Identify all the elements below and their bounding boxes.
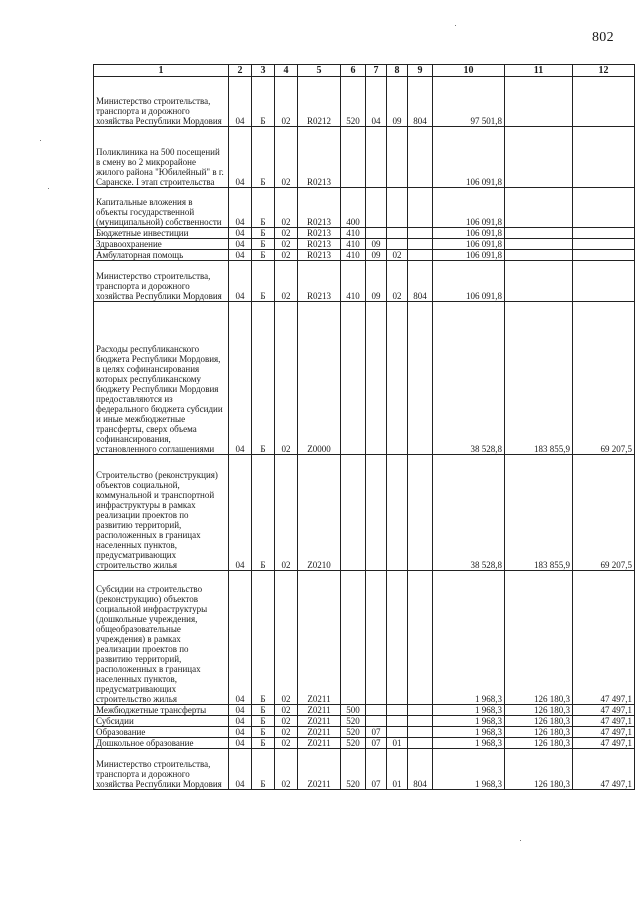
table-row [94,77,635,127]
table-cell [387,455,408,571]
table-cell: 04 [229,228,252,239]
table-cell: 02 [275,705,298,716]
table-cell: 520 [341,77,366,127]
table-cell: 04 [229,302,252,455]
table-cell [366,188,387,228]
table-cell: 1 968,3 [433,727,505,738]
table-row [94,738,635,749]
table-cell: 09 [366,239,387,250]
row-label-cell: Дошкольное образование [94,738,229,749]
table-cell: Z0211 [298,749,341,790]
table-cell: Z0000 [298,302,341,455]
budget-table [93,64,635,790]
table-header-row [94,65,635,77]
table-cell: 69 207,5 [573,455,635,571]
table-cell: 04 [366,77,387,127]
table-cell [505,250,573,261]
table-cell [366,571,387,705]
table-cell [366,228,387,239]
table-cell: 04 [229,188,252,228]
table-cell [366,455,387,571]
table-cell: R0213 [298,250,341,261]
table-cell: 804 [408,261,433,302]
table-cell: 126 180,3 [505,727,573,738]
table-row [94,127,635,188]
table-cell [408,302,433,455]
row-label-cell: Капитальные вложения в объекты государственной (муниципальной) собственности [94,188,229,228]
table-cell: Z0211 [298,571,341,705]
column-header: 1 [94,65,229,77]
table-cell: 09 [366,250,387,261]
table-cell: Z0211 [298,716,341,727]
table-cell: 01 [387,738,408,749]
table-cell: Б [252,239,275,250]
table-cell: 400 [341,188,366,228]
table-cell [341,302,366,455]
table-cell: Б [252,455,275,571]
table-cell: 02 [275,228,298,239]
table-cell: 500 [341,705,366,716]
table-cell: Б [252,77,275,127]
table-row [94,571,635,705]
table-cell: R0213 [298,261,341,302]
table-cell: 106 091,8 [433,228,505,239]
table-cell: 47 497,1 [573,705,635,716]
table-cell: 04 [229,261,252,302]
table-cell [387,705,408,716]
table-cell: 02 [275,716,298,727]
row-label-cell: Поликлиника на 500 посещений в смену во 2 микрорайоне жилого района "Юбилейный" в г. Саранске. I этап строительства [94,127,229,188]
table-cell: 47 497,1 [573,738,635,749]
table-cell: 02 [275,571,298,705]
table-row [94,188,635,228]
column-header: 7 [366,65,387,77]
table-cell [408,571,433,705]
table-cell [573,239,635,250]
table-cell: 126 180,3 [505,749,573,790]
table-cell: 02 [275,727,298,738]
table-cell: 47 497,1 [573,727,635,738]
table-cell: 1 968,3 [433,749,505,790]
table-cell [505,188,573,228]
table-cell: 38 528,8 [433,302,505,455]
table-cell: 07 [366,749,387,790]
table-cell: 04 [229,749,252,790]
table-cell: Б [252,302,275,455]
table-cell: 09 [387,77,408,127]
table-cell: 02 [275,455,298,571]
table-cell [408,716,433,727]
table-cell: 04 [229,455,252,571]
table-cell: 04 [229,738,252,749]
table-cell [387,127,408,188]
table-cell: 1 968,3 [433,738,505,749]
table-cell: 04 [229,127,252,188]
table-cell: R0213 [298,127,341,188]
table-cell: 520 [341,716,366,727]
table-cell: 410 [341,250,366,261]
scan-speck [40,140,41,141]
table-cell: 126 180,3 [505,716,573,727]
row-label-cell: Министерство строительства, транспорта и дорожного хозяйства Республики Мордовия [94,749,229,790]
table-cell: 69 207,5 [573,302,635,455]
table-cell: Б [252,716,275,727]
table-cell: Z0211 [298,705,341,716]
table-cell [366,716,387,727]
table-cell: 02 [275,250,298,261]
column-header: 2 [229,65,252,77]
table-cell: Б [252,228,275,239]
table-cell [408,738,433,749]
table-row [94,228,635,239]
column-header: 4 [275,65,298,77]
table-cell: 04 [229,716,252,727]
row-label-cell: Строительство (реконструкция) объектов социальной, коммунальной и транспортной инфраструктуры в рамках реализации проектов по развитию территорий, расположенных в границах населенных пунктов, предусматривающих строительство жилья [94,455,229,571]
row-label-cell: Субсидии на строительство (реконструкцию) объектов социальной инфраструктуры (дошкольные учреждения, общеобразовательные учреждения) в рамках реализации проектов по развитию территорий, расположенных в границах населенных пунктов, предусматривающих строительство жилья [94,571,229,705]
table-cell: 02 [275,738,298,749]
table-cell: 02 [275,239,298,250]
table-cell: 09 [366,261,387,302]
table-cell [505,239,573,250]
table-cell: 97 501,8 [433,77,505,127]
table-cell: 410 [341,261,366,302]
row-label-cell: Здравоохранение [94,239,229,250]
table-cell: R0213 [298,228,341,239]
table-cell: 410 [341,239,366,250]
table-cell: 126 180,3 [505,738,573,749]
table-cell: 04 [229,705,252,716]
table-cell [573,228,635,239]
table-cell [387,716,408,727]
table-cell [573,77,635,127]
table-cell [387,239,408,250]
page-number: 802 [592,30,614,45]
table-row [94,261,635,302]
table-cell: 106 091,8 [433,250,505,261]
table-cell: 02 [275,77,298,127]
table-cell: 07 [366,727,387,738]
table-cell [387,302,408,455]
column-header: 3 [252,65,275,77]
table-cell [387,727,408,738]
row-label-cell: Бюджетные инвестиции [94,228,229,239]
table-cell: 804 [408,77,433,127]
table-cell [408,188,433,228]
row-label-cell: Амбулаторная помощь [94,250,229,261]
table-cell: 02 [275,261,298,302]
table-cell: Б [252,749,275,790]
table-cell: 47 497,1 [573,571,635,705]
table-cell [573,261,635,302]
table-cell: Б [252,727,275,738]
table-cell: 02 [387,250,408,261]
table-cell: 183 855,9 [505,302,573,455]
table-cell: Б [252,738,275,749]
table-cell: 106 091,8 [433,261,505,302]
table-cell [573,188,635,228]
table-cell: 04 [229,250,252,261]
table-row [94,727,635,738]
table-cell [408,127,433,188]
table-cell: 47 497,1 [573,749,635,790]
table-cell: 804 [408,749,433,790]
row-label-cell: Субсидии [94,716,229,727]
table-cell: 1 968,3 [433,571,505,705]
table-cell [505,127,573,188]
row-label-cell: Образование [94,727,229,738]
table-row [94,455,635,571]
table-cell: 01 [387,749,408,790]
table-cell: 38 528,8 [433,455,505,571]
table-cell: 02 [275,127,298,188]
table-cell: 106 091,8 [433,188,505,228]
scan-speck [455,25,456,26]
table-cell [505,77,573,127]
table-cell: 04 [229,571,252,705]
table-cell: 126 180,3 [505,571,573,705]
table-cell: R0213 [298,188,341,228]
table-cell: Б [252,705,275,716]
table-cell: 04 [229,239,252,250]
table-cell: 1 968,3 [433,705,505,716]
table-cell: 520 [341,738,366,749]
table-cell: 02 [275,749,298,790]
scan-speck [48,188,49,189]
table-cell [505,228,573,239]
table-cell [408,228,433,239]
table-cell [387,228,408,239]
table-cell [366,705,387,716]
table-cell: 02 [275,188,298,228]
table-cell: R0212 [298,77,341,127]
table-cell: Z0211 [298,727,341,738]
row-label-cell: Межбюджетные трансферты [94,705,229,716]
column-header: 10 [433,65,505,77]
table-cell [408,727,433,738]
table-cell [408,250,433,261]
column-header: 11 [505,65,573,77]
table-cell: 106 091,8 [433,127,505,188]
table-cell: R0213 [298,239,341,250]
column-header: 5 [298,65,341,77]
table-cell: 04 [229,727,252,738]
table-cell: 1 968,3 [433,716,505,727]
table-cell [573,127,635,188]
table-cell [505,261,573,302]
table-row [94,705,635,716]
table-cell: 183 855,9 [505,455,573,571]
table-cell [341,455,366,571]
table-cell: Z0210 [298,455,341,571]
table-row [94,250,635,261]
table-cell [341,571,366,705]
table-cell [387,571,408,705]
table-cell [341,127,366,188]
row-label-cell: Расходы республиканского бюджета Республики Мордовия, в целях софинансирования которых республиканскому бюджету Республики Мордовия предоставляются из федерального бюджета субсидии и иные межбюджетные трансферты, сверх объема софинансирования, установленного соглашениями [94,302,229,455]
column-header: 6 [341,65,366,77]
table-cell: Б [252,261,275,302]
table-cell [366,302,387,455]
column-header: 9 [408,65,433,77]
table-cell: 02 [387,261,408,302]
table-cell: 02 [275,302,298,455]
column-header: 8 [387,65,408,77]
table-cell: 410 [341,228,366,239]
column-header: 12 [573,65,635,77]
table-cell: 106 091,8 [433,239,505,250]
table-cell [408,239,433,250]
scan-speck [520,840,521,841]
table-cell [573,250,635,261]
table-cell [408,705,433,716]
table-row [94,749,635,790]
table-cell: Б [252,250,275,261]
table-cell: 47 497,1 [573,716,635,727]
table-cell: Б [252,188,275,228]
table-cell [366,127,387,188]
table-cell: 126 180,3 [505,705,573,716]
table-cell: 07 [366,738,387,749]
table-cell: Z0211 [298,738,341,749]
table-row [94,239,635,250]
table-cell: 04 [229,77,252,127]
row-label-cell: Министерство строительства, транспорта и дорожного хозяйства Республики Мордовия [94,261,229,302]
table-row [94,716,635,727]
table-cell: Б [252,127,275,188]
table-row [94,302,635,455]
table-cell [387,188,408,228]
table-cell [408,455,433,571]
table-cell: 520 [341,727,366,738]
table-cell: 520 [341,749,366,790]
row-label-cell: Министерство строительства, транспорта и дорожного хозяйства Республики Мордовия [94,77,229,127]
table-cell: Б [252,571,275,705]
